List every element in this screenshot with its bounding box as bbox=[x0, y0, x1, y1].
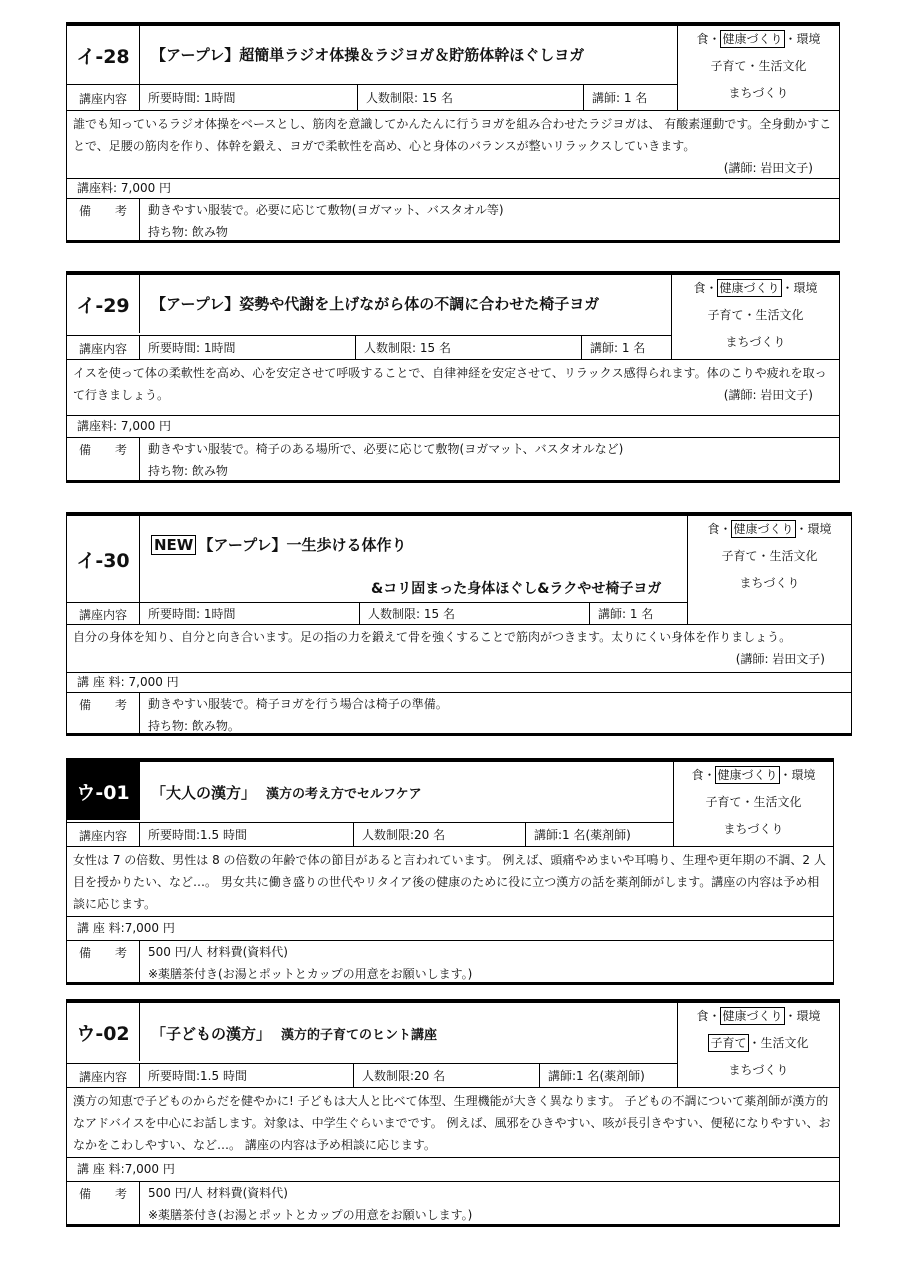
note-line-1: 500 円/人 材料費(資料代) bbox=[148, 945, 288, 959]
category-child: 子育て bbox=[721, 549, 758, 563]
description-row bbox=[67, 1087, 839, 1157]
course-title: NEW 【アープレ】一生歩ける体作り bbox=[151, 534, 407, 555]
category-food: 食・ bbox=[707, 522, 732, 536]
note-line-2: 持ち物: 飲み物 bbox=[148, 464, 228, 478]
note-line-1: 動きやすい服装で。椅子ヨガを行う場合は椅子の準備。 bbox=[148, 697, 448, 711]
fee-row bbox=[67, 415, 839, 437]
course-card-i29 bbox=[66, 271, 840, 483]
category-town: まちづくり bbox=[739, 576, 800, 590]
category-panel bbox=[677, 26, 839, 110]
course-title: 「大人の漢方」 漢方の考え方でセルフケア bbox=[151, 784, 422, 802]
fee-label: 講 座 料: bbox=[77, 675, 125, 689]
meta-row bbox=[67, 84, 677, 110]
description-text: 誰でも知っているラジオ体操をベースとし、筋肉を意識してかんたんに行うヨガを組み合わせたラジヨガは、 有酸素運動です。全身動かすことで、足腰の筋肉を作り、体幹を鍛え、ヨガで柔軟性を高め、心と身体のバランスが整いリラックスしていきます。 bbox=[73, 117, 832, 153]
note-line-1: 動きやすい服装で。椅子のある場所で、必要に応じて敷物(ヨガマット、バスタオルなど) bbox=[148, 442, 624, 456]
content-label: 講座内容 bbox=[78, 829, 127, 843]
course-code: ウ-02 bbox=[67, 1003, 140, 1061]
category-food: 食・ bbox=[693, 281, 718, 295]
note-label: 備 考 bbox=[78, 698, 127, 712]
note-line-2: 持ち物: 飲み物 bbox=[148, 225, 228, 239]
duration: 所要時間: 1時間 bbox=[139, 603, 359, 624]
fee-row bbox=[67, 1157, 839, 1181]
category-town: まちづくり bbox=[728, 86, 789, 100]
teacher-name: (講師: 岩田文子) bbox=[723, 388, 813, 402]
fee-row bbox=[67, 916, 833, 940]
instructor-count: 講師: 1 名 bbox=[581, 336, 673, 359]
course-title: 【アープレ】姿勢や代謝を上げながら体の不調に合わせた椅子ヨガ bbox=[151, 295, 600, 313]
course-code: イ-30 bbox=[67, 516, 140, 602]
capacity: 人数制限: 15 名 bbox=[355, 336, 581, 359]
description-text: 漢方の知恵で子どものからだを健やかに! 子どもは大人と比べて体型、生理機能が大きく異なります。 子どもの不調について薬剤師が漢方的なアドバイスを中心にお話します。対象は、中学生ぐらいまでです。 例えば、風邪をひきやすい、咳が長引きやすい、便秘になりやすい、おなかをこわしやすい、など…。 講座の内容は予め相談に応じます。 bbox=[73, 1094, 831, 1152]
category-food: 食・ bbox=[696, 32, 721, 46]
fee-value: 7,000 円 bbox=[124, 921, 175, 935]
course-code: ウ-01 bbox=[67, 762, 140, 820]
category-life: ・生活文化 bbox=[741, 795, 802, 809]
fee-label: 講座料: bbox=[77, 181, 118, 195]
meta-row bbox=[67, 602, 687, 624]
instructor-count: 講師:1 名(薬剤師) bbox=[539, 1064, 679, 1087]
fee-label: 講座料: bbox=[77, 419, 118, 433]
meta-row bbox=[67, 335, 671, 359]
note-label: 備 考 bbox=[78, 443, 127, 457]
category-child: 子育て bbox=[710, 59, 747, 73]
category-panel bbox=[677, 1003, 839, 1087]
meta-row bbox=[67, 822, 673, 846]
description-text: 自分の身体を知り、自分と向き合います。足の指の力を鍛えて骨を強くすることで筋肉がつきます。太りにくい身体を作りましょう。 bbox=[73, 630, 792, 644]
description-text: イスを使って体の柔軟性を高め、心を安定させて呼吸することで、自律神経を安定させて、リラックス感得られます。体のこりや疲れを取って行きましょう。 bbox=[73, 366, 827, 402]
course-card-u01 bbox=[66, 758, 834, 985]
capacity: 人数制限: 15 名 bbox=[357, 85, 583, 110]
category-town: まちづくり bbox=[723, 822, 784, 836]
fee-value: 7,000 円 bbox=[128, 675, 179, 689]
description-row bbox=[67, 110, 839, 178]
note-row bbox=[67, 940, 833, 983]
duration: 所要時間:1.5 時間 bbox=[139, 823, 353, 846]
note-line-2: 持ち物: 飲み物。 bbox=[148, 719, 240, 733]
duration: 所要時間: 1時間 bbox=[139, 336, 355, 359]
course-card-u02 bbox=[66, 999, 840, 1227]
category-town: まちづくり bbox=[725, 335, 786, 349]
category-health-selected: 健康づくり bbox=[722, 1009, 783, 1023]
note-line-2: ※薬膳茶付き(お湯とポットとカップの用意をお願いします。) bbox=[148, 1208, 473, 1222]
note-line-1: 500 円/人 材料費(資料代) bbox=[148, 1186, 288, 1200]
course-card-i30 bbox=[66, 512, 852, 736]
category-child: 子育て bbox=[707, 308, 744, 322]
category-town: まちづくり bbox=[728, 1063, 789, 1077]
category-life: ・生活文化 bbox=[743, 308, 804, 322]
note-label: 備 考 bbox=[78, 204, 127, 218]
category-panel bbox=[687, 516, 851, 624]
category-panel bbox=[671, 275, 839, 359]
note-label: 備 考 bbox=[78, 946, 127, 960]
note-line-2: ※薬膳茶付き(お湯とポットとカップの用意をお願いします。) bbox=[148, 967, 473, 981]
note-label: 備 考 bbox=[78, 1187, 127, 1201]
instructor-count: 講師: 1 名 bbox=[589, 603, 689, 624]
instructor-count: 講師:1 名(薬剤師) bbox=[525, 823, 675, 846]
note-row bbox=[67, 692, 851, 734]
category-panel bbox=[673, 762, 833, 846]
category-health-selected: 健康づくり bbox=[733, 522, 794, 536]
fee-value: 7,000 円 bbox=[120, 419, 172, 433]
duration: 所要時間:1.5 時間 bbox=[139, 1064, 353, 1087]
category-health-selected: 健康づくり bbox=[719, 281, 780, 295]
content-label: 講座内容 bbox=[78, 1070, 127, 1084]
capacity: 人数制限: 15 名 bbox=[359, 603, 589, 624]
course-title: 「子どもの漢方」 漢方的子育てのヒント講座 bbox=[151, 1025, 438, 1043]
note-row bbox=[67, 1181, 839, 1225]
fee-label: 講 座 料: bbox=[77, 921, 125, 935]
fee-value: 7,000 円 bbox=[120, 181, 172, 195]
meta-row bbox=[67, 1063, 677, 1087]
note-row bbox=[67, 198, 839, 241]
category-child-selected: 子育て bbox=[710, 1036, 747, 1050]
description-row bbox=[67, 624, 851, 672]
content-label: 講座内容 bbox=[78, 92, 127, 106]
fee-row bbox=[67, 672, 851, 692]
description-text: 女性は 7 の倍数、男性は 8 の倍数の年齢で体の節目があると言われています。 例えば、頭痛やめまいや耳鳴り、生理や更年期の不調、2 人目を授かりたい、など…。 男女共に働き盛りの世代やリタイア後の健康のために役に立つ漢方の話を薬剤師がします。講座の内容は予め相談に応じます。 bbox=[73, 853, 826, 911]
category-health-selected: 健康づくり bbox=[717, 768, 778, 782]
teacher-name: (講師: 岩田文子) bbox=[735, 652, 825, 666]
course-title-line2: &コリ固まった身体ほぐし&ラクやせ椅子ヨガ bbox=[371, 581, 662, 597]
course-code: イ-28 bbox=[67, 26, 140, 84]
category-env: ・環境 bbox=[795, 522, 832, 536]
category-life: ・生活文化 bbox=[757, 549, 818, 563]
content-label: 講座内容 bbox=[78, 342, 127, 356]
description-row bbox=[67, 359, 839, 415]
category-health-selected: 健康づくり bbox=[722, 32, 783, 46]
course-card-i28 bbox=[66, 22, 840, 243]
category-life: ・生活文化 bbox=[748, 1036, 809, 1050]
category-food: 食・ bbox=[696, 1009, 721, 1023]
teacher-name: (講師: 岩田文子) bbox=[723, 161, 813, 175]
category-life: ・生活文化 bbox=[746, 59, 807, 73]
instructor-count: 講師: 1 名 bbox=[583, 85, 679, 110]
category-child: 子育て bbox=[705, 795, 742, 809]
capacity: 人数制限:20 名 bbox=[353, 823, 525, 846]
category-env: ・環境 bbox=[781, 281, 818, 295]
capacity: 人数制限:20 名 bbox=[353, 1064, 539, 1087]
fee-label: 講 座 料: bbox=[77, 1162, 125, 1176]
course-title: 【アープレ】超簡単ラジオ体操＆ラジヨガ＆貯筋体幹ほぐしヨガ bbox=[151, 46, 585, 64]
category-food: 食・ bbox=[691, 768, 716, 782]
fee-row bbox=[67, 178, 839, 198]
content-label: 講座内容 bbox=[78, 608, 127, 622]
category-env: ・環境 bbox=[779, 768, 816, 782]
note-line-1: 動きやすい服装で。必要に応じて敷物(ヨガマット、バスタオル等) bbox=[148, 203, 504, 217]
description-row bbox=[67, 846, 833, 916]
category-env: ・環境 bbox=[784, 1009, 821, 1023]
new-badge: NEW bbox=[151, 535, 196, 555]
category-env: ・環境 bbox=[784, 32, 821, 46]
fee-value: 7,000 円 bbox=[124, 1162, 175, 1176]
duration: 所要時間: 1時間 bbox=[139, 85, 357, 110]
note-row bbox=[67, 437, 839, 481]
course-code: イ-29 bbox=[67, 275, 140, 333]
